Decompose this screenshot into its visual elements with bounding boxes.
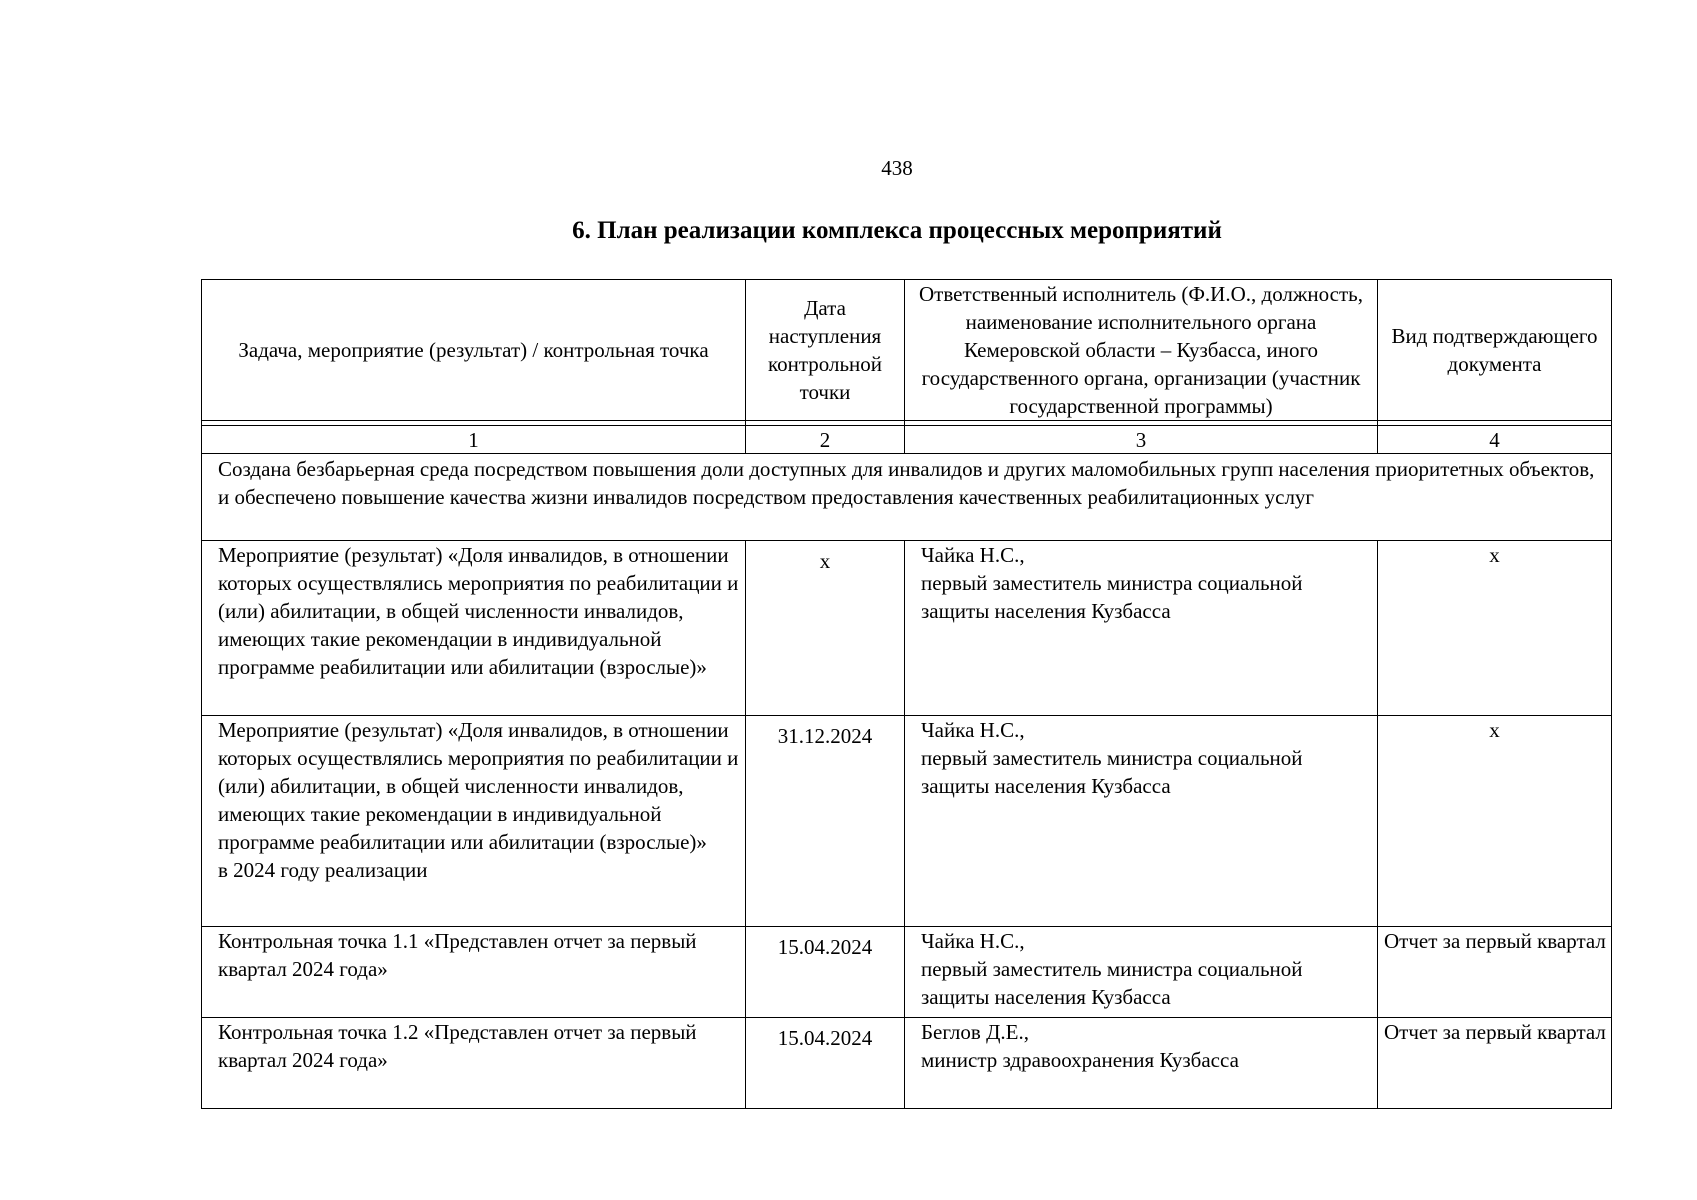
- date-cell: х: [746, 541, 905, 716]
- document-cell: Отчет за первый квартал: [1378, 1018, 1612, 1109]
- task-cell: Контрольная точка 1.1 «Представлен отчет за первый квартал 2024 года»: [202, 927, 746, 1018]
- task-cell: Мероприятие (результат) «Доля инвалидов, в отношении которых осуществлялись мероприятия по реабилитации и (или) абилитации, в общей численности инвалидов, имеющих такие рекомендации в индивидуальной программе реабилитации или абилитации (взрослые)»: [202, 541, 746, 716]
- responsible-name: Чайка Н.С.,: [921, 543, 1025, 567]
- responsible-cell: [905, 541, 1378, 716]
- task-cell: Контрольная точка 1.2 «Представлен отчет за первый квартал 2024 года»: [202, 1018, 746, 1109]
- responsible-name: Чайка Н.С.,: [921, 929, 1025, 953]
- document-title: 6. План реализации комплекса процессных мероприятий: [572, 217, 1222, 244]
- task-suffix: в 2024 году реализации: [218, 858, 428, 882]
- responsible-position: первый заместитель министра социальной защиты населения Кузбасса: [921, 571, 1303, 623]
- table-row: [202, 541, 1612, 716]
- task-text: Мероприятие (результат) «Доля инвалидов, в отношении которых осуществлялись мероприятия по реабилитации и (или) абилитации, в общей численности инвалидов, имеющих такие рекомендации в индивидуальной программе реабилитации или абилитации (взрослые)»: [218, 718, 739, 854]
- column-number-row: [202, 426, 1612, 454]
- responsible-position: министр здравоохранения Кузбасса: [921, 1048, 1239, 1072]
- document-cell: х: [1378, 716, 1612, 927]
- header-responsible: Ответственный исполнитель (Ф.И.О., должность, наименование исполнительного органа Кемеровской области – Кузбасса, иного государственного органа, организации (участник государственной программы): [905, 280, 1378, 421]
- responsible-cell: [905, 1018, 1378, 1109]
- responsible-cell: [905, 716, 1378, 927]
- responsible-position: первый заместитель министра социальной защиты населения Кузбасса: [921, 957, 1303, 1009]
- table-header-row: [202, 280, 1612, 421]
- date-cell: 31.12.2024: [746, 716, 905, 927]
- responsible-name: Чайка Н.С.,: [921, 718, 1025, 742]
- document-cell: х: [1378, 541, 1612, 716]
- table-row: [202, 1018, 1612, 1109]
- task-cell: [202, 716, 746, 927]
- column-number: 3: [905, 426, 1378, 454]
- column-number: 4: [1378, 426, 1612, 454]
- responsible-name: Беглов Д.Е.,: [921, 1020, 1029, 1044]
- page-number: 438: [881, 156, 913, 180]
- date-cell: 15.04.2024: [746, 1018, 905, 1109]
- section-title: Создана безбарьерная среда посредством повышения доли доступных для инвалидов и других маломобильных групп населения приоритетных объектов, и обеспечено повышение качества жизни инвалидов посредством предоставления качественных реабилитационных услуг: [202, 454, 1612, 541]
- plan-table: [201, 279, 1612, 1109]
- date-cell: 15.04.2024: [746, 927, 905, 1018]
- column-number: 2: [746, 426, 905, 454]
- header-task: Задача, мероприятие (результат) / контрольная точка: [202, 280, 746, 421]
- table-row: [202, 927, 1612, 1018]
- table-row: [202, 716, 1612, 927]
- header-document: Вид подтверждающего документа: [1378, 280, 1612, 421]
- responsible-position: первый заместитель министра социальной защиты населения Кузбасса: [921, 746, 1303, 798]
- column-number: 1: [202, 426, 746, 454]
- section-title-row: [202, 454, 1612, 541]
- header-date: Дата наступления контрольной точки: [746, 280, 905, 421]
- responsible-cell: [905, 927, 1378, 1018]
- document-cell: Отчет за первый квартал: [1378, 927, 1612, 1018]
